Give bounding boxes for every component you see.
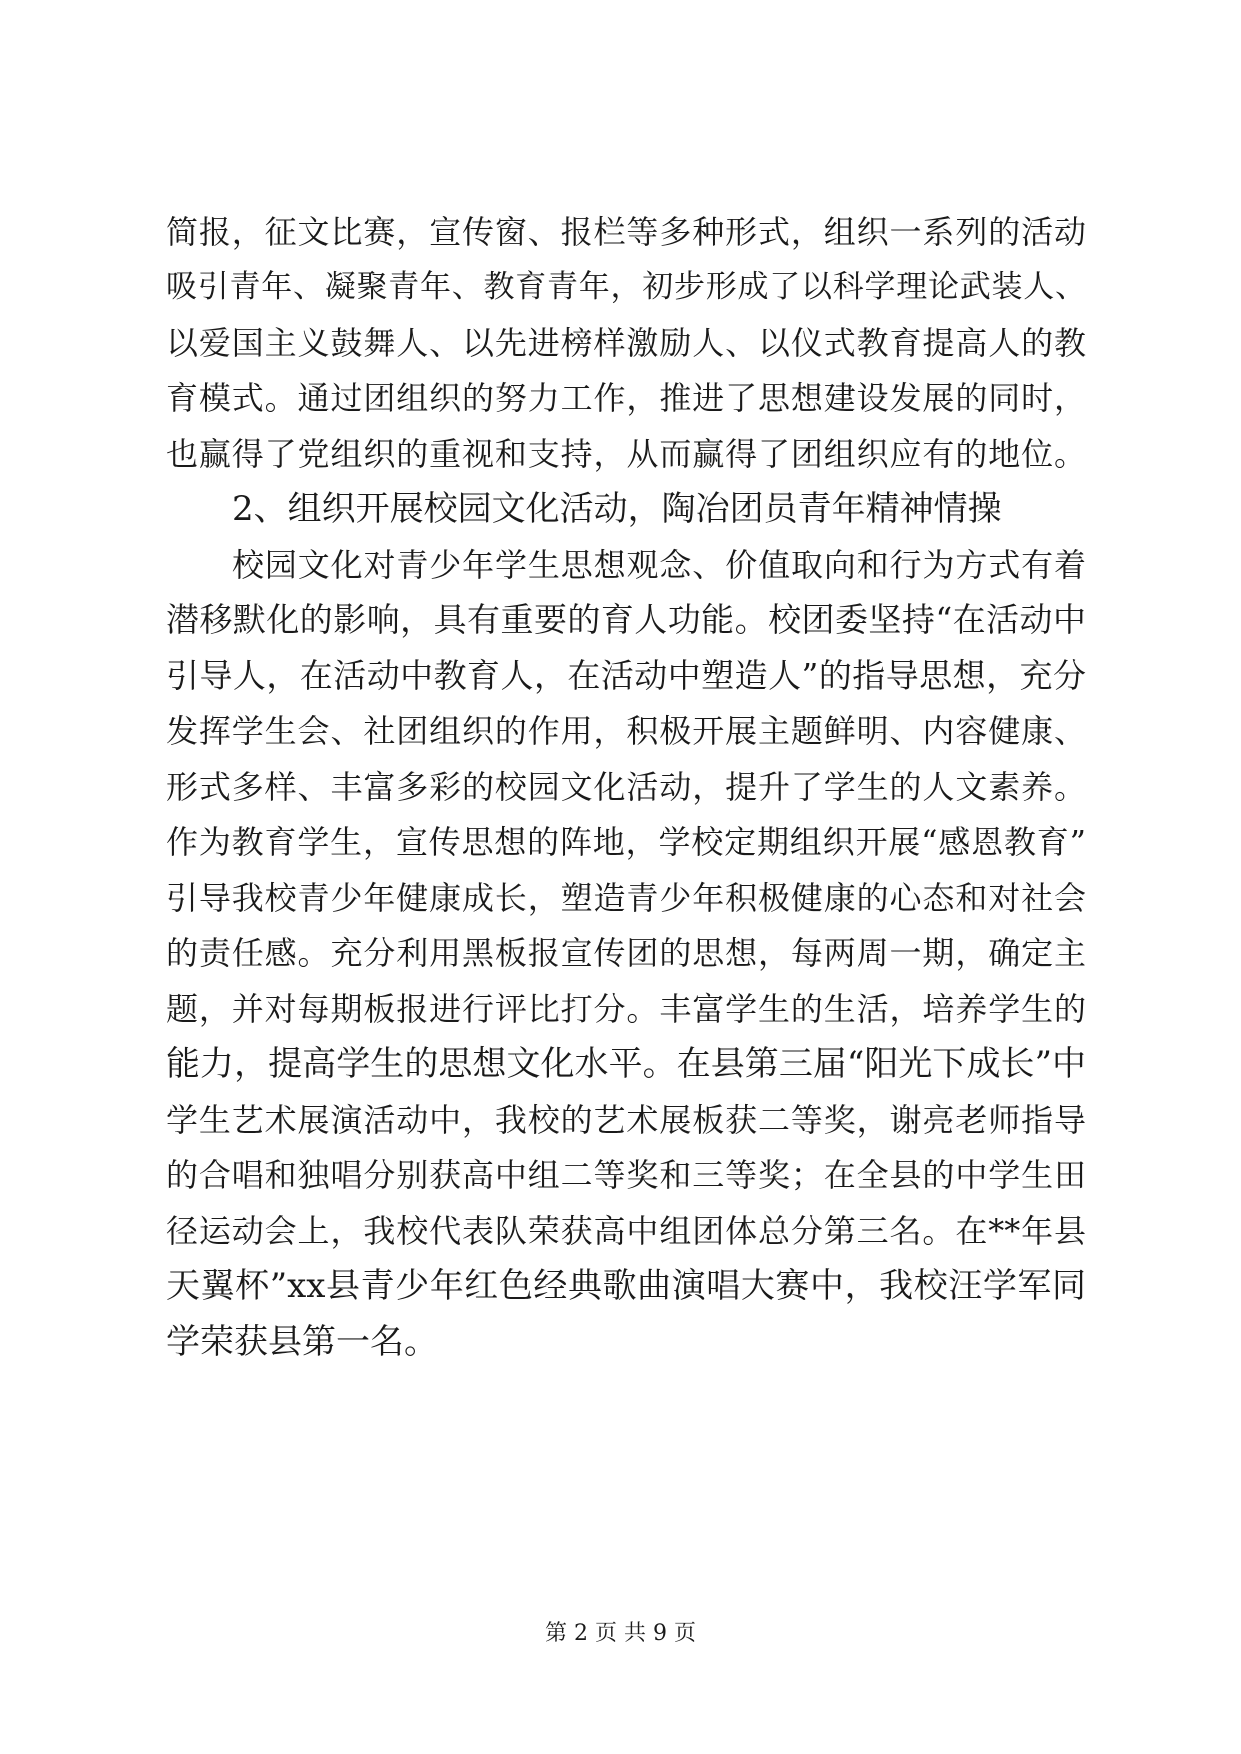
body-line-7: 校园文化对青少年学生思想观念、价值取向和行为方式有着 (232, 546, 1086, 584)
body-line-10: 发挥学生会、社团组织的作用，积极开展主题鲜明、内容健康、 (166, 712, 1086, 750)
body-line-12: 作为教育学生，宣传思想的阵地，学校定期组织开展“感恩教育” (166, 823, 1086, 861)
body-line-5: 也赢得了党组织的重视和支持，从而赢得了团组织应有的地位。 (166, 435, 1086, 473)
body-line-3: 以爱国主义鼓舞人、以先进榜样激励人、以仪式教育提高人的教 (166, 324, 1086, 362)
body-line-4: 育模式。通过团组织的努力工作，推进了思想建设发展的同时， (166, 379, 1086, 417)
body-line-20: 天翼杯”xx县青少年红色经典歌曲演唱大赛中，我校汪学军同 (166, 1266, 1086, 1306)
body-line-1: 简报，征文比赛，宣传窗、报栏等多种形式，组织一系列的活动 (166, 213, 1086, 251)
body-line-9: 引导人，在活动中教育人，在活动中塑造人”的指导思想，充分 (166, 656, 1086, 695)
body-line-17: 学生艺术展演活动中，我校的艺术展板获二等奖，谢亮老师指导 (166, 1101, 1086, 1139)
body-line-8: 潜移默化的影响，具有重要的育人功能。校团委坚持“在活动中 (166, 600, 1086, 639)
body-line-14: 的责任感。充分利用黑板报宣传团的思想，每两周一期，确定主 (166, 934, 1086, 972)
body-line-19: 径运动会上，我校代表队荣获高中组团体总分第三名。在**年县 (166, 1212, 1086, 1250)
body-line-15: 题，并对每期板报进行评比打分。丰富学生的生活，培养学生的 (166, 990, 1086, 1028)
section-heading: 2、组织开展校园文化活动，陶冶团员青年精神情操 (232, 489, 1002, 529)
body-line-21: 学荣获县第一名。 (166, 1322, 438, 1362)
body-line-2: 吸引青年、凝聚青年、教育青年，初步形成了以科学理论武装人、 (166, 269, 1086, 305)
body-line-18: 的合唱和独唱分别获高中组二等奖和三等奖；在全县的中学生田 (166, 1156, 1086, 1194)
body-line-11: 形式多样、丰富多彩的校园文化活动，提升了学生的人文素养。 (166, 768, 1086, 806)
body-line-16: 能力，提高学生的思想文化水平。在县第三届“阳光下成长”中 (166, 1044, 1086, 1084)
page-number: 第 2 页 共 9 页 (545, 1621, 696, 1646)
body-line-13: 引导我校青少年健康成长，塑造青少年积极健康的心态和对社会 (166, 879, 1086, 917)
